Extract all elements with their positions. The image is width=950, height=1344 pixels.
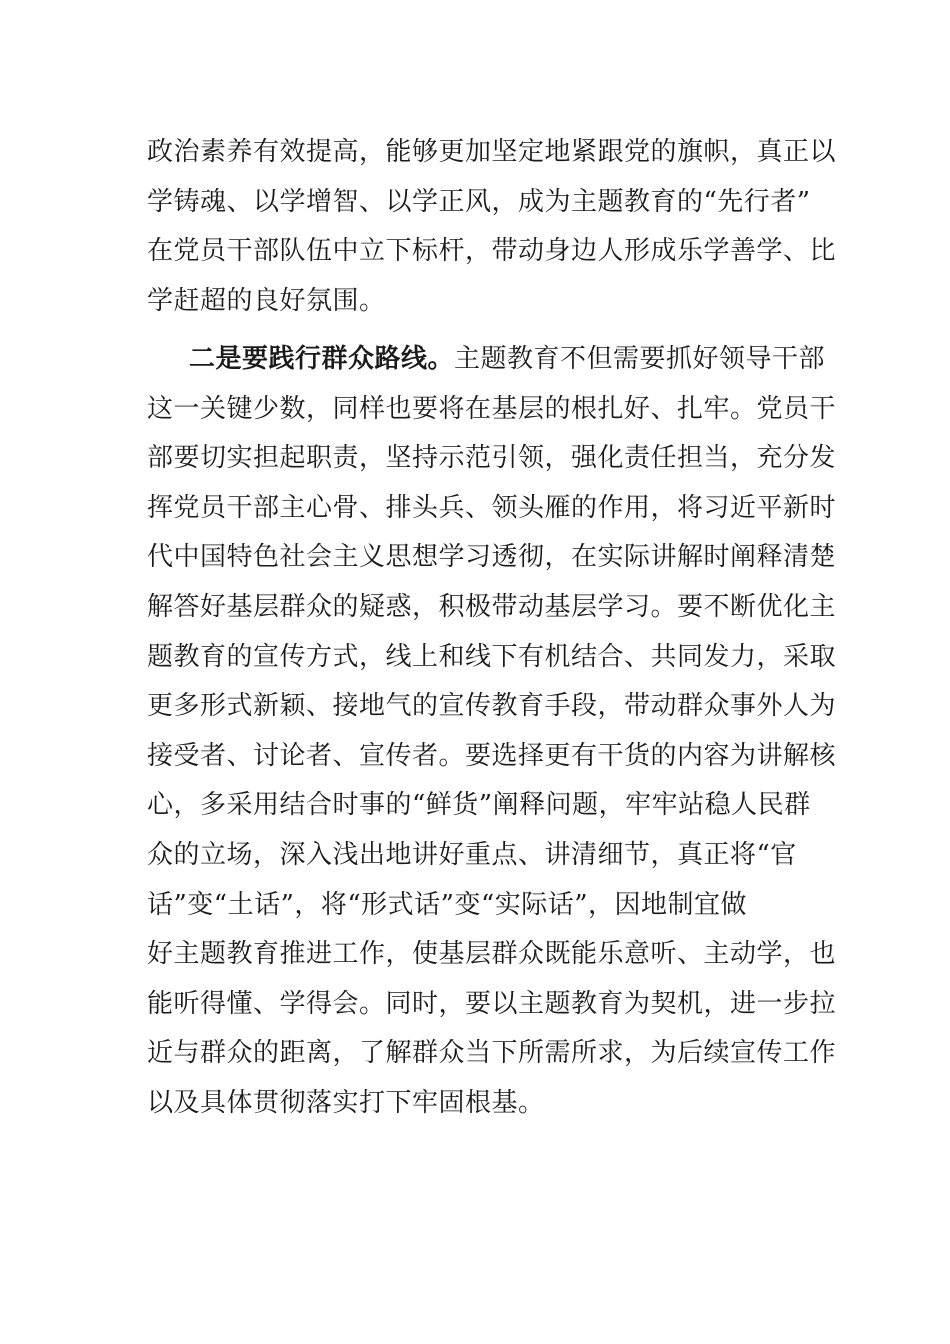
paragraph-line: 学赶超的良好氛围。	[147, 285, 386, 316]
paragraph-line: 题教育的宣传方式，线上和线下有机结合、共同发力，采取	[147, 641, 837, 672]
paragraph-line: 能听得懂、学得会。同时，要以主题教育为契机，进一步拉	[147, 988, 837, 1019]
paragraph-first-line	[147, 335, 827, 385]
paragraph-line: 心，多采用结合时事的“鲜货”阐释问题，牢牢站稳人民群	[147, 790, 811, 821]
paragraph-heading: 二是要践行群众路线。	[189, 344, 455, 374]
paragraph-line: 以及具体贯彻落实打下牢固根基。	[147, 1087, 545, 1118]
paragraph-1	[147, 128, 837, 326]
paragraph-line: 代中国特色社会主义思想学习透彻，在实际讲解时阐释清楚	[147, 542, 837, 573]
paragraph-first-line-text: 主题教育不但需要抓好领导干部	[454, 344, 826, 374]
paragraph-line: 更多形式新颖、接地气的宣传教育手段，带动群众事外人为	[147, 691, 837, 722]
paragraph-line: 部要切实担起职责，坚持示范引领，强化责任担当，充分发	[147, 443, 837, 474]
paragraph-line: 政治素养有效提高，能够更加坚定地紧跟党的旗帜，真正以	[147, 137, 837, 167]
paragraph-line: 这一关键少数，同样也要将在基层的根扎好、扎牢。党员干	[147, 393, 837, 424]
paragraph-line: 话”变“土话”，将“形式话”变“实际话”，因地制宜做	[147, 889, 748, 920]
paragraph-2	[147, 335, 837, 1129]
paragraph-line: 在党员干部队伍中立下标杆，带动身边人形成乐学善学、比	[147, 236, 837, 267]
paragraph-line: 学铸魂、以学增智、以学正风，成为主题教育的“先行者”	[147, 186, 811, 217]
paragraph-line: 挥党员干部主心骨、排头兵、领头雁的作用，将习近平新时	[147, 492, 837, 523]
paragraph-line: 接受者、讨论者、宣传者。要选择更有干货的内容为讲解核	[147, 740, 837, 771]
paragraph-line: 近与群众的距离，了解群众当下所需所求，为后续宣传工作	[147, 1038, 837, 1069]
paragraph-line: 众的立场，深入浅出地讲好重点、讲清细节，真正将“官	[147, 839, 797, 870]
paragraph-line: 好主题教育推进工作，使基层群众既能乐意听、主动学，也	[147, 939, 837, 970]
paragraph-line: 解答好基层群众的疑惑，积极带动基层学习。要不断优化主	[147, 591, 837, 622]
